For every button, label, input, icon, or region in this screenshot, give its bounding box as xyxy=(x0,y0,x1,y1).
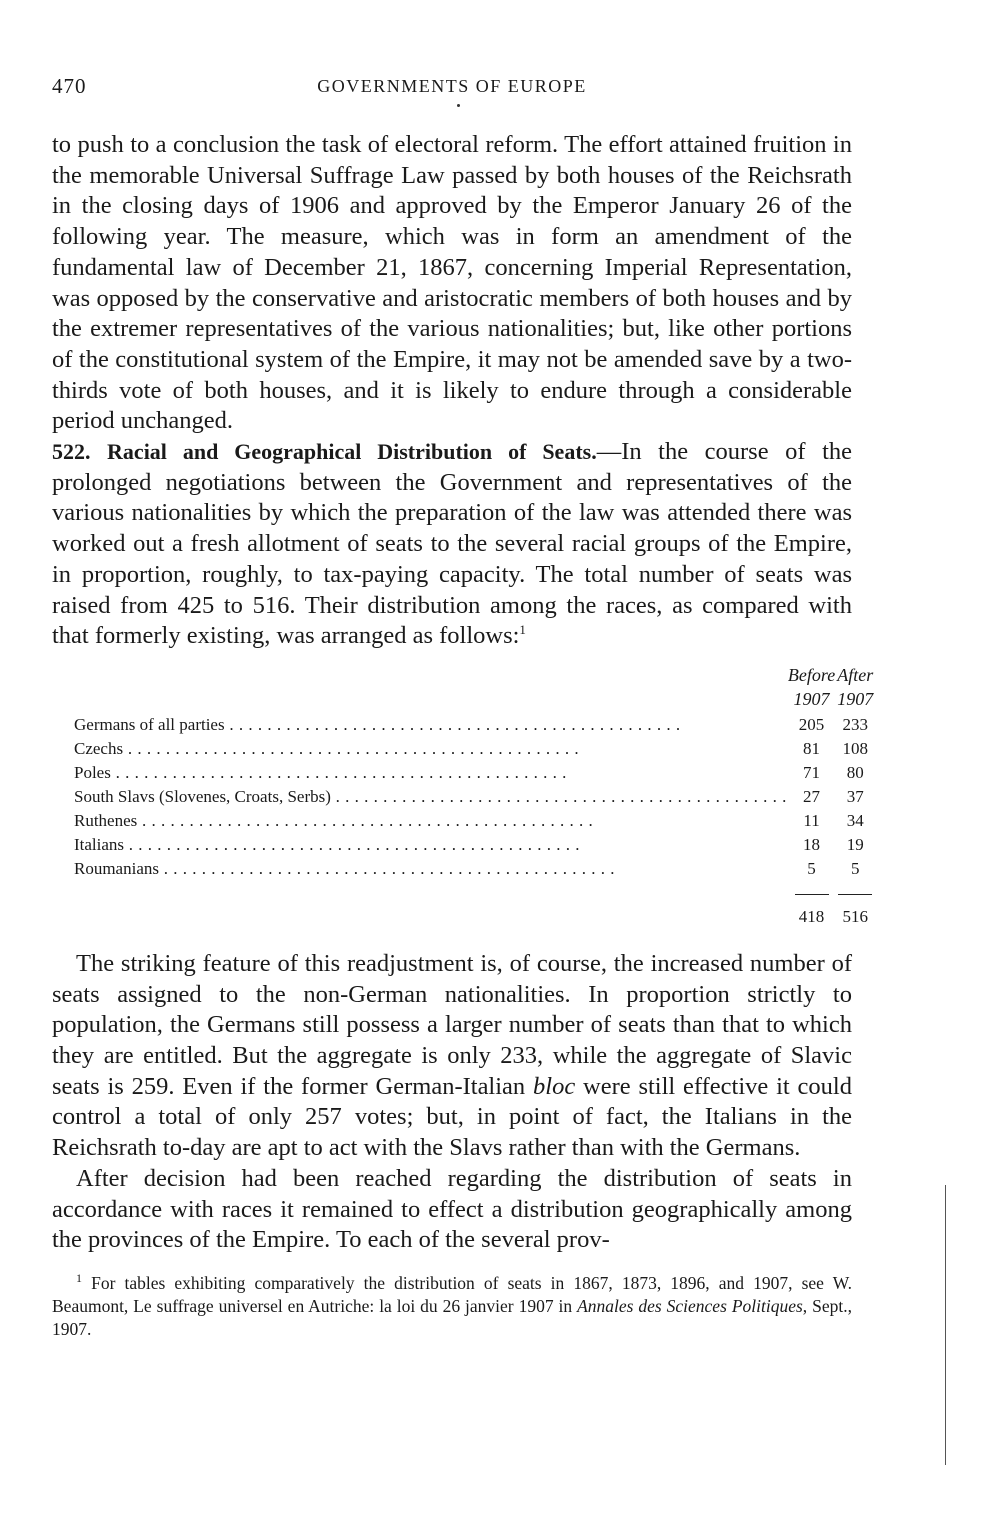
table-row xyxy=(74,809,874,833)
page-number: 470 xyxy=(52,74,87,98)
footnote-text-b: , Sept., 1907. xyxy=(52,1295,852,1339)
running-title: GOVERNMENTS OF EUROPE xyxy=(317,76,587,96)
column-after-1907: After 1907 xyxy=(837,664,874,709)
footnote xyxy=(52,1272,852,1341)
table-header-blank xyxy=(74,662,787,713)
totals-row xyxy=(74,905,874,929)
column-before-1907: Before 1907 xyxy=(787,664,836,709)
readjustment-text-a: The striking feature of this readjustment is, of course, the increased number of seats assigned to the non-German nationalities. In proportion strictly to population, the Germans still possess a larger number of seats than that to which they are entitled. But the aggregate is only 233, while the aggregate of Slavic seats is 259. Even if the former German-Italian xyxy=(52,949,852,1100)
row-after: 34 xyxy=(846,810,864,830)
row-label: South Slavs (Slovenes, Croats, Serbs) . . . xyxy=(74,785,787,809)
table-row xyxy=(74,761,874,785)
row-after: 37 xyxy=(846,786,864,806)
row-after: 80 xyxy=(846,762,864,782)
row-label: Germans of all parties . . . xyxy=(74,713,787,737)
row-label: Czechs . . . xyxy=(74,737,787,761)
table-row xyxy=(74,737,874,761)
total-rule-before xyxy=(787,881,836,905)
table-row xyxy=(74,833,874,857)
row-after: 108 xyxy=(842,738,868,758)
footnote-mark: 1 xyxy=(76,1271,82,1286)
section-text: —In the course of the prolonged negotiations between the Government and representatives of the various nationalities by which the preparation of the law was attended there was worked out a fresh allotment of seats to the several racial groups of the Empire, in proportion, roughly, to tax-paying capacity. The total number of seats was raised from 425 to 516. Their distribution among the races, as compared with that formerly existing, was arranged as follows: xyxy=(52,438,853,650)
paragraph-readjustment xyxy=(52,949,852,1164)
bloc-italic: bloc xyxy=(533,1072,576,1100)
row-label: Poles . . . xyxy=(74,761,787,785)
total-rule-row xyxy=(74,881,874,905)
row-before: 27 xyxy=(803,786,821,806)
scan-edge-line xyxy=(945,1185,946,1465)
readjustment-text-b: were still effective it could control a total of only 257 votes; but, in point of fact, the Italians in the Reichsrath to-day are apt to act with the Slavs rather than with the Germans. xyxy=(52,1072,852,1162)
paragraph-electoral-reform: to push to a conclusion the task of electoral reform. The effort attained fruition in the memorable Universal Suffrage Law passed by both houses of the Reichsrath in the closing days of 1906 and approved by the Emperor January 26 of the following year. The measure, which was in form an amendment of the fundamental law of December 21, 1867, concerning Imperial Representation, was opposed by the conservative and aristocratic members of both houses and by the extremer representatives of the various nationalities; but, like other portions of the constitutional system of the Empire, it may not be amended save by a two-thirds vote of both houses, and it is likely to endure through a considerable period unchanged. xyxy=(52,131,852,435)
table-row xyxy=(74,785,874,809)
row-before: 18 xyxy=(803,834,821,854)
row-after: 233 xyxy=(842,714,868,734)
paragraph-geographic-distribution: After decision had been reached regarding the distribution of seats in accordance with races it remained to effect a distribution geographically among the provinces of the Empire. To each of the several prov- xyxy=(52,1164,852,1254)
row-after: 5 xyxy=(850,858,860,878)
total-after: 516 xyxy=(842,906,868,926)
row-before: 5 xyxy=(807,858,816,878)
row-before: 81 xyxy=(803,738,821,758)
total-rule-after xyxy=(836,881,874,905)
row-after: 19 xyxy=(846,834,864,854)
section-title: Racial and Geographical Distribution of Seats. xyxy=(107,439,597,465)
footnote-reference: 1 xyxy=(519,622,526,638)
row-label: Ruthenes . . . xyxy=(74,809,787,833)
total-before: 418 xyxy=(798,906,825,926)
table-row xyxy=(74,857,874,881)
rule-blank xyxy=(74,881,787,905)
totals-blank xyxy=(74,905,787,929)
paragraph-section-522 xyxy=(52,437,852,652)
table-row xyxy=(74,713,874,737)
print-speck xyxy=(457,104,460,107)
table-header-row xyxy=(74,662,874,713)
page-header xyxy=(52,60,852,100)
row-label: Italians . . . xyxy=(74,833,787,857)
row-label: Roumanians . . . xyxy=(74,857,787,881)
section-number: 522. xyxy=(52,439,91,465)
row-before: 71 xyxy=(803,762,821,782)
row-before: 205 xyxy=(798,714,825,734)
footnote-text-a: For tables exhibiting comparatively the distribution of seats in 1867, 1873, 1896, and 1907, see W. Beaumont, Le suffrage universel en Autriche: la loi du 26 janvier 1907 in xyxy=(52,1272,852,1316)
seats-table xyxy=(74,662,874,929)
book-page xyxy=(52,60,874,1358)
row-before: 11 xyxy=(803,810,820,830)
footnote-journal-title: Annales des Sciences Politiques xyxy=(577,1295,803,1316)
